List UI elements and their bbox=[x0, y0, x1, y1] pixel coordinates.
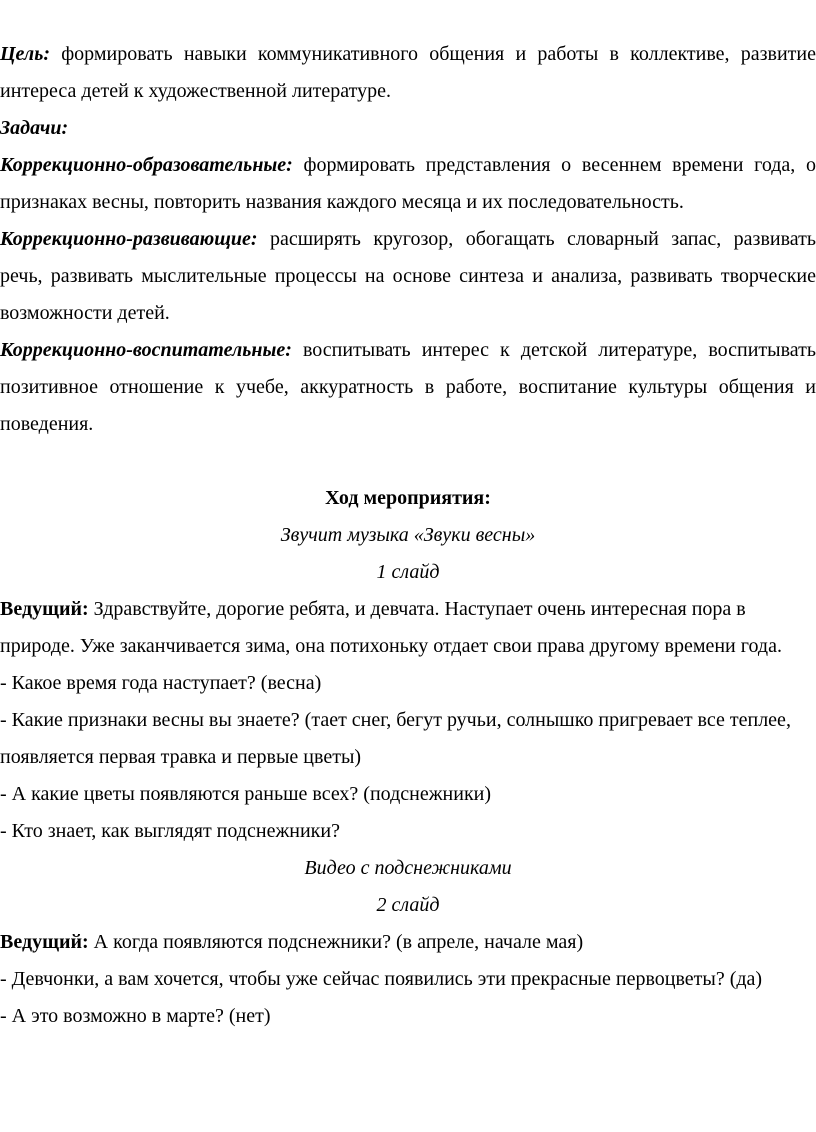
correction-educational-label: Коррекционно-образовательные: bbox=[0, 154, 293, 176]
slide-2-label: 2 слайд bbox=[376, 894, 440, 916]
correction-upbringing-label: Коррекционно-воспитательные: bbox=[0, 339, 292, 361]
dialogue-line: - Какое время года наступает? (весна) bbox=[0, 672, 322, 694]
slide-1-label: 1 слайд bbox=[376, 561, 440, 583]
correction-educational-paragraph bbox=[0, 147, 816, 221]
host-label: Ведущий: bbox=[0, 598, 89, 620]
correction-developmental-paragraph bbox=[0, 221, 816, 332]
dialogue-line: - Какие признаки весны вы знаете? (тает снег, бегут ручьи, солнышко пригревает все теплее, появляется первая травка и первые цветы) bbox=[0, 709, 791, 768]
dialogue-line: - Кто знает, как выглядят подснежники? bbox=[0, 820, 340, 842]
host-label: Ведущий: bbox=[0, 931, 89, 953]
correction-developmental-label: Коррекционно-развивающие: bbox=[0, 228, 258, 250]
event-heading: Ход мероприятия: bbox=[325, 487, 491, 509]
music-note: Звучит музыка «Звуки весны» bbox=[280, 524, 536, 546]
dialogue-line: - Девчонки, а вам хочется, чтобы уже сейчас появились эти прекрасные первоцветы? (да) bbox=[0, 968, 763, 990]
dialogue-line: - А это возможно в марте? (нет) bbox=[0, 1005, 271, 1027]
blank-line bbox=[0, 443, 816, 480]
correction-developmental-text: расширять кругозор, обогащать словарный запас, развивать речь, развивать мыслительные процессы на основе синтеза и анализа, развивать творческие возможности детей. bbox=[0, 228, 816, 324]
goal-text: формировать навыки коммуникативного общения и работы в коллективе, развитие интереса детей к художественной литературе. bbox=[0, 43, 816, 102]
tasks-label: Задачи: bbox=[0, 117, 69, 139]
host-speech-1 bbox=[0, 591, 816, 665]
correction-educational-text: формировать представления о весеннем времени года, о признаках весны, повторить названия каждого месяца и их последовательность. bbox=[0, 154, 816, 213]
correction-upbringing-text: воспитывать интерес к детской литературе, воспитывать позитивное отношение к учебе, аккуратность в работе, воспитание культуры общения и поведения. bbox=[0, 339, 816, 435]
host-speech-1-text: Здравствуйте, дорогие ребята, и девчата. Наступает очень интересная пора в природе. Уже заканчивается зима, она потихоньку отдает свои права другому времени года. bbox=[0, 598, 782, 657]
goal-paragraph bbox=[0, 36, 816, 110]
document-page bbox=[0, 36, 816, 1035]
goal-label: Цель: bbox=[0, 43, 50, 65]
host-speech-2-text: А когда появляются подснежники? (в апреле, начале мая) bbox=[88, 931, 584, 953]
video-note: Видео с подснежниками bbox=[304, 857, 512, 879]
tasks-heading bbox=[0, 110, 816, 147]
correction-upbringing-paragraph bbox=[0, 332, 816, 443]
dialogue-line: - А какие цветы появляются раньше всех? (подснежники) bbox=[0, 783, 492, 805]
host-speech-2 bbox=[0, 924, 816, 961]
